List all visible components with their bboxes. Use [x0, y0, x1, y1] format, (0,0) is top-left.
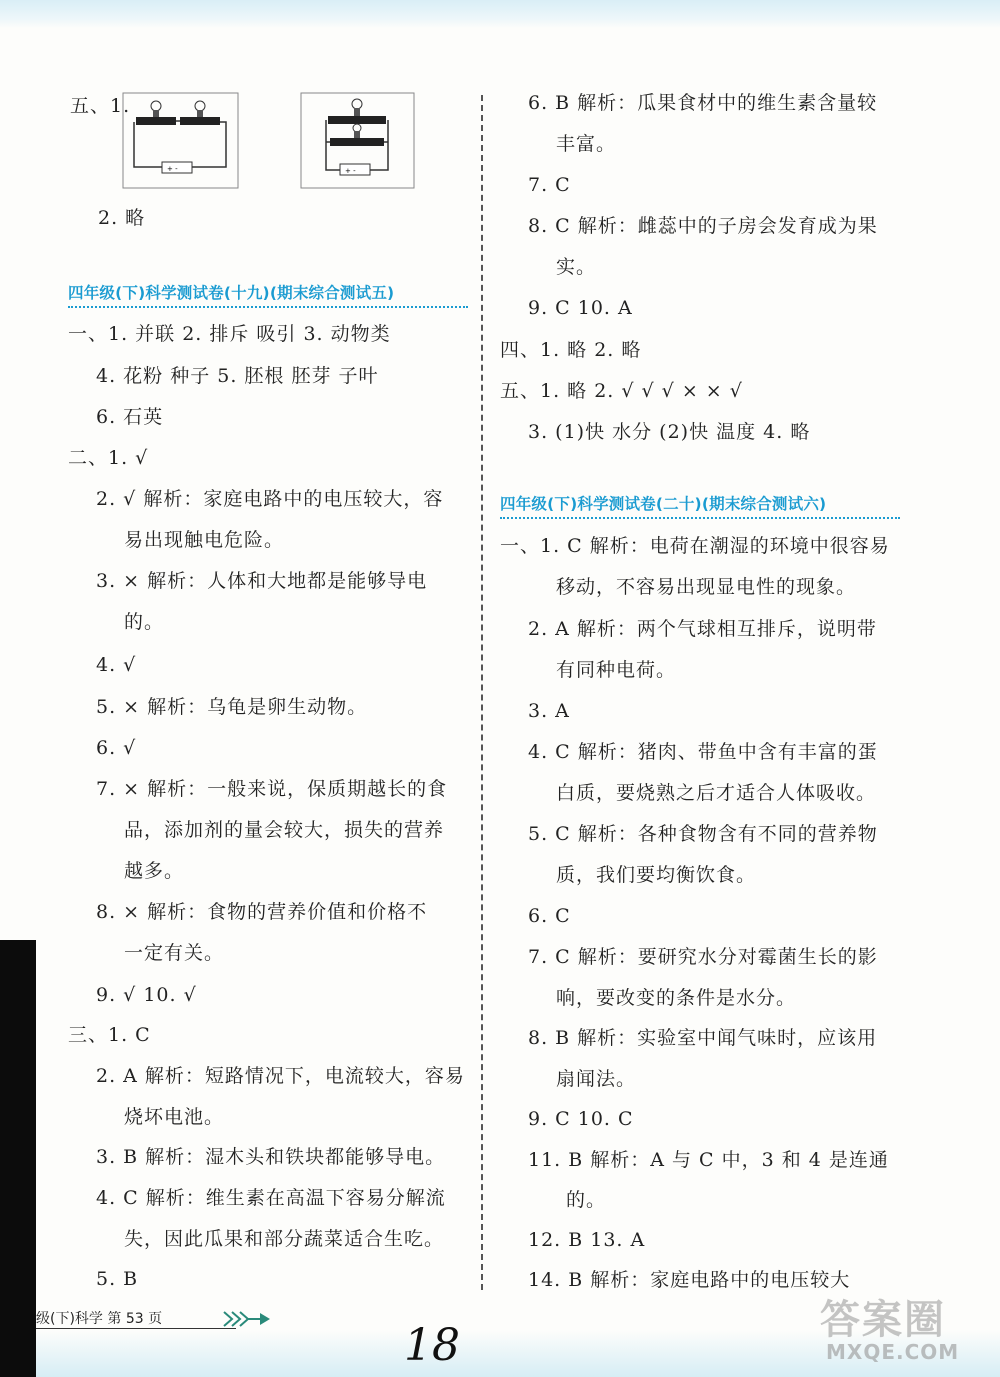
- test-title-19: 四年级(下)科学测试卷(十九)(期末综合测试五): [68, 284, 395, 302]
- answer-line: 7. C 解析：要研究水分对霉菌生长的影: [528, 946, 878, 968]
- answer-line: 移动，不容易出现显电性的现象。: [556, 576, 857, 598]
- answer-line: 4. C 解析：维生素在高温下容易分解流: [96, 1187, 446, 1209]
- answer-line: 6. √: [96, 737, 137, 759]
- answer-line: 一定有关。: [124, 942, 225, 964]
- answer-line: 一、1. C 解析：电荷在潮湿的环境中很容易: [500, 535, 890, 557]
- test-title-20: 四年级(下)科学测试卷(二十)(期末综合测试六): [500, 495, 827, 513]
- answer-line: 4. 花粉 种子 5. 胚根 胚芽 子叶: [96, 365, 379, 387]
- answer-line: 14. B 解析：家庭电路中的电压较大: [528, 1269, 851, 1291]
- answer-line: 4. √: [96, 654, 137, 676]
- answer-line: 7. × 解析：一般来说，保质期越长的食: [96, 778, 448, 800]
- svg-text:+ -: + -: [167, 165, 178, 173]
- svg-text:+ -: + -: [345, 167, 356, 175]
- answer-line: 9. C 10. C: [528, 1108, 634, 1130]
- answer-line: 5. × 解析：乌龟是卵生动物。: [96, 696, 368, 718]
- answer-line: 5. C 解析：各种食物含有不同的营养物: [528, 823, 878, 845]
- answer-line: 失，因此瓜果和部分蔬菜适合生吃。: [124, 1228, 445, 1250]
- prev-q5-label: 五、1.: [70, 95, 131, 117]
- answer-line: 品，添加剂的量会较大，损失的营养: [124, 819, 445, 841]
- answer-line: 质，我们要均衡饮食。: [556, 864, 757, 886]
- answer-line: 二、1. √: [68, 447, 149, 469]
- answer-line: 2. A 解析：短路情况下，电流较大，容易: [96, 1065, 465, 1087]
- answer-line: 8. B 解析：实验室中闻气味时，应该用: [528, 1027, 878, 1049]
- footer-underline: [36, 1328, 236, 1329]
- answer-line: 的。: [124, 611, 165, 633]
- answer-line: 5. B: [96, 1268, 139, 1290]
- watermark-url: MXQE.COM: [826, 1340, 960, 1364]
- answer-line: 9. C 10. A: [528, 297, 633, 319]
- answer-line: 烧坏电池。: [124, 1106, 225, 1128]
- answer-line: 越多。: [124, 860, 185, 882]
- parallel-circuit-diagram: [300, 92, 416, 190]
- page-footer: 级(下)科学 第 53 页: [36, 1311, 163, 1327]
- answer-line: 3. × 解析：人体和大地都是能够导电: [96, 570, 428, 592]
- handwritten-page-number: 18: [404, 1320, 460, 1371]
- title-underline: [500, 517, 900, 519]
- answer-line: 11. B 解析：A 与 C 中，3 和 4 是连通: [528, 1149, 889, 1171]
- answer-line: 三、1. C: [68, 1024, 151, 1046]
- answer-line: 7. C: [528, 174, 571, 196]
- answer-line: 易出现触电危险。: [124, 529, 285, 551]
- answer-line: 丰富。: [556, 133, 617, 155]
- answer-line: 实。: [556, 256, 597, 278]
- answer-line: 白质，要烧熟之后才适合人体吸收。: [556, 782, 877, 804]
- watermark-logo: 答案圈: [820, 1297, 946, 1343]
- answer-line: 6. B 解析：瓜果食材中的维生素含量较: [528, 92, 878, 114]
- answer-line: 四、1. 略 2. 略: [500, 339, 642, 361]
- double-arrow-icon: [222, 1308, 272, 1330]
- column-divider: [481, 95, 483, 1290]
- answer-line: 8. × 解析：食物的营养价值和价格不: [96, 901, 428, 923]
- answer-line: 3. B 解析：湿木头和铁块都能够导电。: [96, 1146, 446, 1168]
- answer-line: 3. (1)快 水分 (2)快 温度 4. 略: [528, 421, 811, 443]
- answer-line: 响，要改变的条件是水分。: [556, 987, 797, 1009]
- answer-line: 的。: [566, 1189, 607, 1211]
- series-circuit-diagram: [122, 92, 240, 190]
- answer-line: 2. √ 解析：家庭电路中的电压较大，容: [96, 488, 444, 510]
- answer-line: 五、1. 略 2. √ √ √ × × √: [500, 380, 743, 402]
- prev-q5-2: 2. 略: [98, 207, 146, 229]
- answer-line: 8. C 解析：雌蕊中的子房会发育成为果: [528, 215, 878, 237]
- answer-line: 4. C 解析：猪肉、带鱼中含有丰富的蛋: [528, 741, 878, 763]
- answer-line: 12. B 13. A: [528, 1229, 646, 1251]
- answer-line: 一、1. 并联 2. 排斥 吸引 3. 动物类: [68, 323, 391, 345]
- answer-line: 扇闻法。: [556, 1068, 637, 1090]
- answer-line: 6. 石英: [96, 406, 164, 428]
- answer-line: 2. A 解析：两个气球相互排斥，说明带: [528, 618, 877, 640]
- scan-edge-shadow: [0, 940, 36, 1377]
- answer-line: 6. C: [528, 905, 571, 927]
- answer-line: 有同种电荷。: [556, 659, 677, 681]
- title-underline: [68, 306, 468, 308]
- answer-line: 3. A: [528, 700, 570, 722]
- top-decor-band: [0, 0, 1000, 28]
- answer-line: 9. √ 10. √: [96, 984, 197, 1006]
